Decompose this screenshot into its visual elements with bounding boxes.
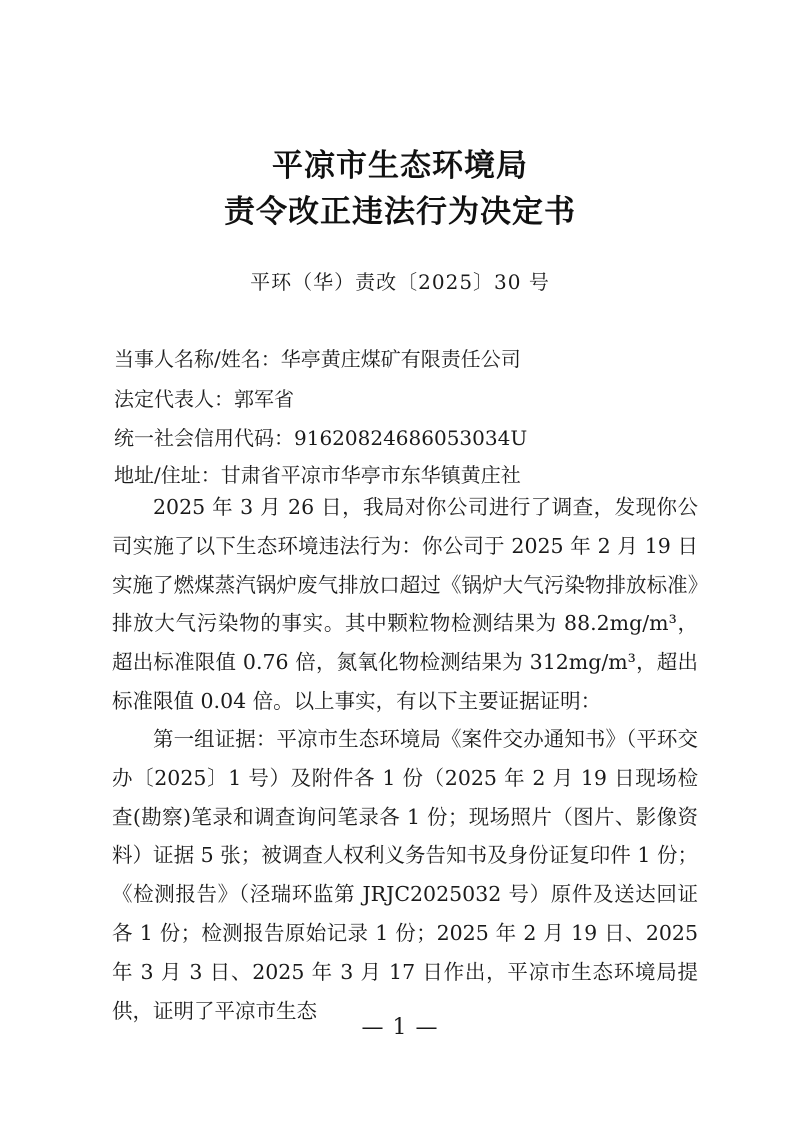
address: 地址/住址：甘肃省平凉市华亭市东华镇黄庄社 bbox=[114, 463, 521, 487]
party-name: 当事人名称/姓名：华亭黄庄煤矿有限责任公司 bbox=[114, 347, 521, 371]
credit-code: 统一社会信用代码：91620824686053034U bbox=[114, 426, 528, 450]
legal-representative: 法定代表人：郭军省 bbox=[114, 387, 294, 411]
evidence-paragraph: 第一组证据：平凉市生态环境局《案件交办通知书》（平环交办〔2025〕1 号）及附件各 1 份（2025 年 2 月 19 日现场检查(勘察)笔录和调查询问笔录各 1 份；现场照片（图片、影像资料）证据 5 张；被调查人权利义务告知书及身份证复印件 1 份；《检测报告》（泾瑞环监第 JRJC2025032 号）原件及送达回证各 1 份；检测报告原始记录 1 份；2025 年 2 月 19 日、2025 年 3 月 3 日、2025 年 3 月 17 日作出，平凉市生态环境局提供，证明了平凉市生态 bbox=[112, 727, 698, 1023]
document-number: 平环（华）责改〔2025〕30 号 bbox=[250, 270, 550, 294]
facts-paragraph: 2025 年 3 月 26 日，我局对你公司进行了调查，发现你公司实施了以下生态环境违法行为：你公司于 2025 年 2 月 19 日实施了燃煤蒸汽锅炉废气排放口超过《锅炉大气污染物排放标准》排放大气污染物的事实。其中颗粒物检测结果为 88.2mg/m³，超出标准限值 0.76 倍，氮氧化物检测结果为 312mg/m³，超出标准限值 0.04 倍。以上事实，有以下主要证据证明： bbox=[112, 495, 698, 713]
document-title-decision: 责令改正违法行为决定书 bbox=[224, 194, 576, 230]
page-number: — 1 — bbox=[361, 1015, 439, 1040]
document-title-agency: 平凉市生态环境局 bbox=[272, 148, 528, 184]
